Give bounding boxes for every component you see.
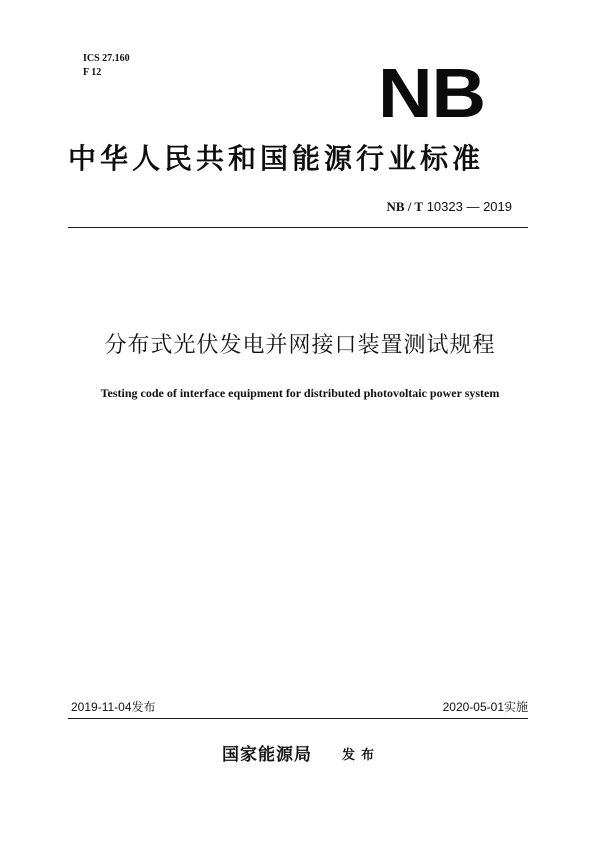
publish-label: 发布 [342,748,381,763]
standard-number [386,199,512,215]
issue-date: 2019-11-04发布 [71,700,156,714]
document-title-chinese: 分布式光伏发电并网接口装置测试规程 [104,333,496,358]
standard-number-value: 10323 — 2019 [426,199,512,214]
implementation-date: 2020-05-01实施 [442,700,528,714]
document-title-english: Testing code of interface equipment for distributed photovoltaic power system [100,386,500,400]
bottom-divider [68,718,528,719]
nb-logo: NB [378,54,486,132]
ics-code: ICS 27.160 [83,53,130,64]
ccs-code: F 12 [83,67,102,78]
top-divider [68,227,528,228]
standard-category-title: 中华人民共和国能源行业标准 [68,142,485,175]
standard-number-prefix: NB / T [386,199,424,214]
classification-codes [83,52,130,80]
publisher-name: 国家能源局 [222,745,312,765]
